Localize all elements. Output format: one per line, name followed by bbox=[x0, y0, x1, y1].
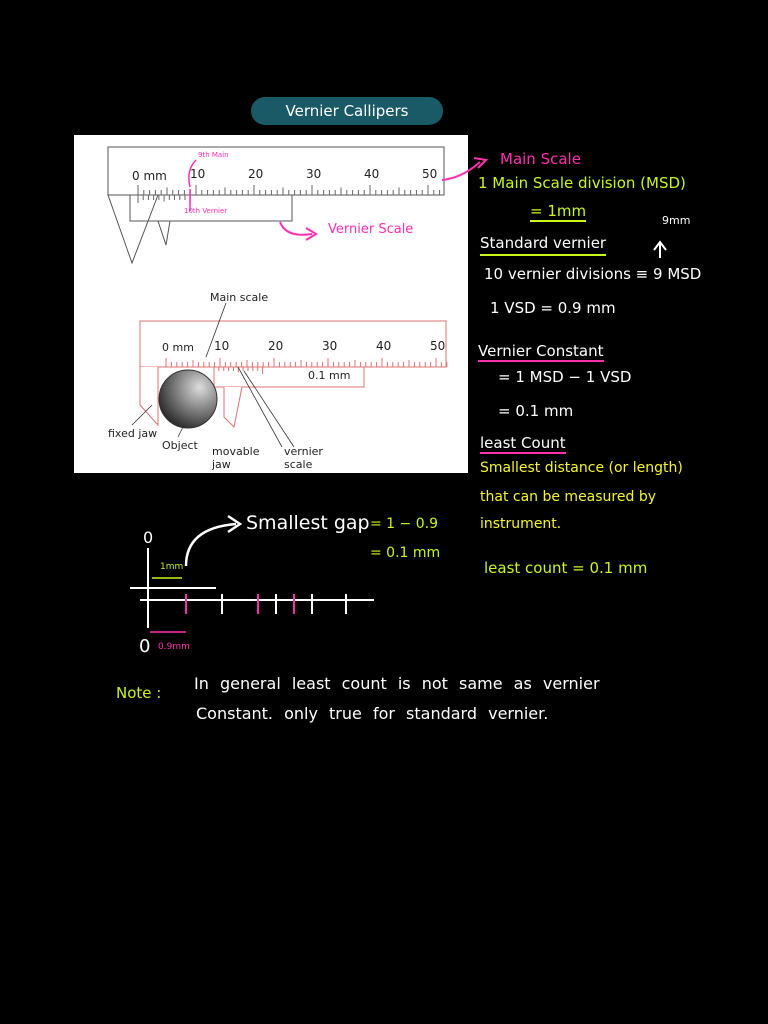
standard-vernier-heading: Standard vernier bbox=[480, 234, 606, 256]
msd-definition: 1 Main Scale division (MSD) bbox=[478, 174, 686, 192]
vernier-value-label: 0.1 mm bbox=[308, 369, 351, 382]
movable-jaw-label: movable jaw bbox=[212, 445, 260, 471]
top-zero-label: 0 mm bbox=[132, 169, 167, 183]
page-title: Vernier Callipers bbox=[251, 97, 443, 125]
gap-eq1: = 1 − 0.9 bbox=[370, 516, 438, 532]
one-vsd-line: 1 VSD = 0.9 mm bbox=[490, 299, 616, 317]
object-label: Object bbox=[162, 439, 198, 452]
vernier-constant-eq2: = 0.1 mm bbox=[498, 402, 574, 420]
tick-label: 30 bbox=[322, 339, 338, 353]
vernier-constant-eq1: = 1 MSD − 1 VSD bbox=[498, 368, 632, 386]
least-count-def-2: that can be measured by bbox=[480, 489, 656, 505]
tick-label: 20 bbox=[268, 339, 284, 353]
smallest-gap-label: Smallest gap bbox=[246, 512, 370, 534]
note-line-2: Constant. only true for standard vernier. bbox=[196, 704, 549, 723]
least-count-heading: least Count bbox=[480, 434, 566, 452]
msd-value: = 1mm bbox=[530, 202, 587, 220]
tick-label: 10 bbox=[190, 167, 206, 181]
bottom-zero-label: 0 mm bbox=[162, 341, 194, 354]
zero-top-label: 0 bbox=[143, 528, 154, 547]
note-line-1: In general least count is not same as vernier bbox=[194, 674, 600, 693]
vernier-scale-label: vernier scale bbox=[284, 445, 323, 471]
tenth-vernier-note: 10th Vernier bbox=[184, 207, 228, 215]
tick-label: 10 bbox=[214, 339, 230, 353]
main-scale-annotation: Main Scale bbox=[500, 150, 581, 168]
tick-label: 50 bbox=[430, 339, 446, 353]
tick-label: 40 bbox=[376, 339, 392, 353]
tick-label: 50 bbox=[422, 167, 438, 181]
main-scale-label: Main scale bbox=[210, 291, 269, 304]
note-label: Note : bbox=[116, 684, 162, 702]
tick-label: 20 bbox=[248, 167, 264, 181]
one-mm-label: 1mm bbox=[160, 562, 184, 572]
tick-label: 40 bbox=[364, 167, 380, 181]
vernier-scale-annotation: Vernier Scale bbox=[328, 222, 414, 237]
vernier-constant-heading: Vernier Constant bbox=[478, 342, 604, 360]
zero-nine-mm-label: 0.9mm bbox=[158, 642, 190, 652]
nine-mm-note: 9mm bbox=[662, 214, 691, 227]
least-count-value: least count = 0.1 mm bbox=[484, 559, 648, 577]
tick-label: 30 bbox=[306, 167, 322, 181]
ten-vsd-line: 10 vernier divisions ≡ 9 MSD bbox=[484, 265, 702, 283]
zero-bottom-label: 0 bbox=[139, 636, 151, 657]
fixed-jaw-label: fixed jaw bbox=[108, 427, 158, 440]
least-count-def-1: Smallest distance (or length) bbox=[480, 460, 683, 476]
least-count-def-3: instrument. bbox=[480, 516, 562, 532]
ninth-main-note: 9th Main bbox=[198, 151, 229, 159]
gap-eq2: = 0.1 mm bbox=[370, 545, 441, 561]
